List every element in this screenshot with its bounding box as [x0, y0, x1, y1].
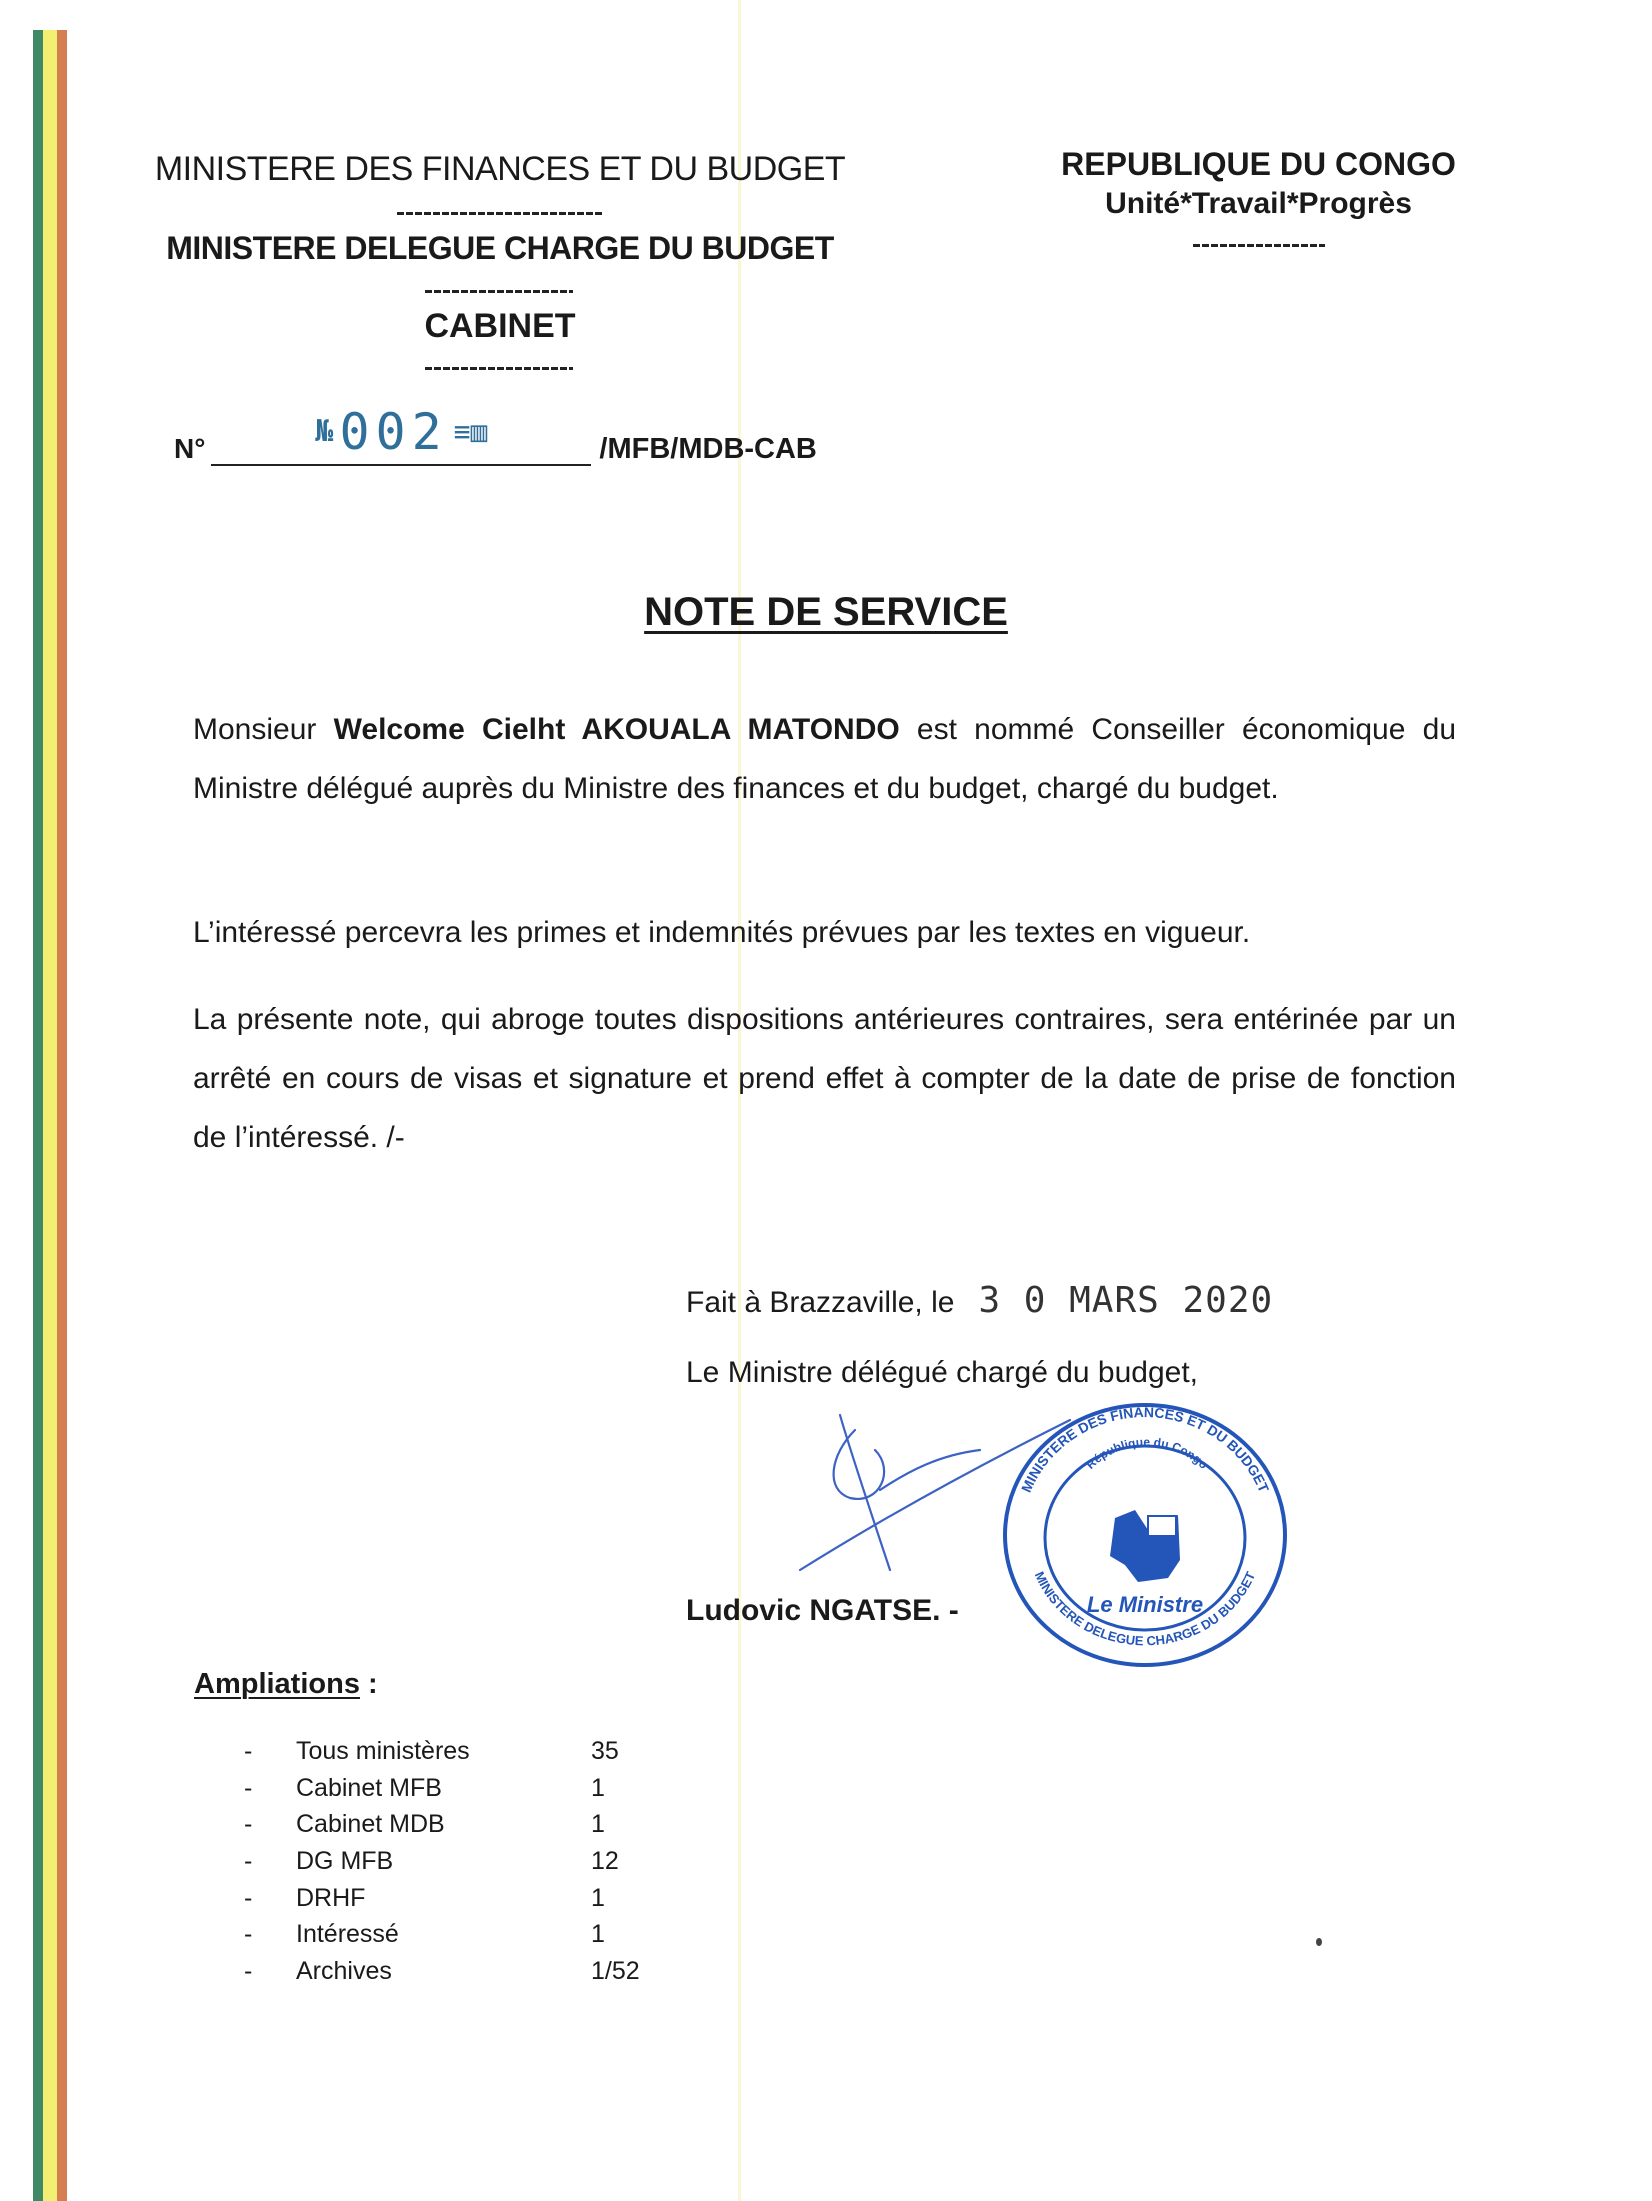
copy-count: 1: [591, 1773, 605, 1802]
bullet-dash: -: [244, 1847, 253, 1876]
list-item: [244, 1806, 664, 1843]
bullet-dash: -: [244, 1883, 253, 1912]
flag-stripe-yellow: [43, 30, 57, 2201]
number-field: [211, 398, 591, 466]
list-item: [244, 1953, 664, 1990]
flag-stripe-red: [57, 30, 67, 2201]
seal-bottom-text: MINISTERE DELEGUE CHARGE DU BUDGET: [1031, 1569, 1259, 1649]
copy-count: 1/52: [591, 1957, 640, 1986]
flag-stripe-green: [33, 30, 43, 2201]
copy-count: 1: [591, 1810, 605, 1839]
list-item: [244, 1880, 664, 1917]
recipient-label: DRHF: [296, 1883, 366, 1912]
copy-count: 1: [591, 1920, 605, 1949]
copy-count: 1: [591, 1883, 605, 1912]
seal-inner-text: République du Congo: [1083, 1434, 1211, 1472]
document-title: NOTE DE SERVICE: [644, 590, 1008, 634]
bullet-dash: -: [244, 1957, 253, 1986]
separator: [397, 212, 602, 215]
separator: [1193, 244, 1325, 247]
recipient-label: Cabinet MDB: [296, 1810, 445, 1839]
signatory-name: Ludovic NGATSE. -: [686, 1594, 959, 1627]
number-stamp: [315, 402, 487, 464]
scan-speck: [1316, 1938, 1322, 1946]
date-stamp: 3 0 MARS 2020: [978, 1280, 1274, 1321]
paragraph-appointment: [193, 700, 1456, 818]
country-motto: Unité*Travail*Progrès: [1105, 187, 1412, 220]
bullet-dash: -: [244, 1810, 253, 1839]
recipient-label: DG MFB: [296, 1847, 394, 1876]
seal-center-text: Le Ministre: [1086, 1592, 1204, 1617]
reference-number-row: [174, 396, 817, 466]
recipient-label: Intéressé: [296, 1920, 399, 1949]
copy-count: 35: [591, 1737, 619, 1765]
paragraph-effect: La présente note, qui abroge toutes dispositions antérieures contraires, sera entérinée par un arrêté en cours de visas et signature et prend effet à compter de la date de prise de fonction de l’intéressé. /-: [193, 1003, 1456, 1154]
appointment-text: est nommé Conseiller économique du Ministre délégué auprès du Ministre des finances et du budget, chargé du budget.: [193, 713, 1456, 805]
recipient-label: Cabinet MFB: [296, 1773, 442, 1802]
place-date-row: [686, 1280, 1273, 1321]
number-label: N°: [174, 433, 206, 464]
coat-of-arms-scroll: [1148, 1516, 1176, 1536]
list-item: [244, 1770, 664, 1807]
signatory-role: Le Ministre délégué chargé du budget,: [686, 1356, 1199, 1389]
ministry-heading: MINISTERE DES FINANCES ET DU BUDGET: [154, 150, 846, 188]
number-stamp-prefix: №: [315, 414, 334, 449]
official-seal: [1000, 1400, 1290, 1670]
list-item: [244, 1733, 664, 1770]
country-heading: REPUBLIQUE DU CONGO: [1061, 146, 1456, 182]
distribution-heading-colon: :: [368, 1668, 378, 1700]
copy-count: 12: [591, 1847, 619, 1876]
bullet-dash: -: [244, 1773, 253, 1802]
recipient-label: Tous ministères: [296, 1737, 470, 1765]
distribution-heading: [194, 1668, 378, 1701]
bullet-dash: -: [244, 1920, 253, 1949]
paragraph-allowances: L’intéressé percevra les primes et indemnités prévues par les textes en vigueur.: [193, 916, 1251, 949]
recipient-label: Archives: [296, 1957, 392, 1986]
separator: [425, 367, 573, 370]
separator: [425, 290, 573, 293]
distribution-heading-text: Ampliations: [194, 1668, 360, 1700]
list-item: [244, 1843, 664, 1880]
distribution-list: [244, 1733, 664, 1990]
appointee-name: Welcome Cielht AKOUALA MATONDO: [333, 713, 900, 746]
number-stamp-value: 002: [339, 403, 448, 461]
list-item: [244, 1916, 664, 1953]
bullet-dash: -: [244, 1737, 253, 1765]
number-suffix: /MFB/MDB-CAB: [599, 433, 817, 465]
office-heading: CABINET: [424, 307, 576, 345]
seal-outer-text: MINISTERE DES FINANCES ET DU BUDGET: [1017, 1403, 1273, 1495]
appointment-prefix: Monsieur: [193, 713, 317, 746]
number-stamp-marks: ≡▥: [453, 415, 488, 448]
place-of-signing: Fait à Brazzaville, le: [686, 1286, 955, 1319]
delegate-ministry-heading: MINISTERE DELEGUE CHARGE DU BUDGET: [166, 230, 834, 266]
